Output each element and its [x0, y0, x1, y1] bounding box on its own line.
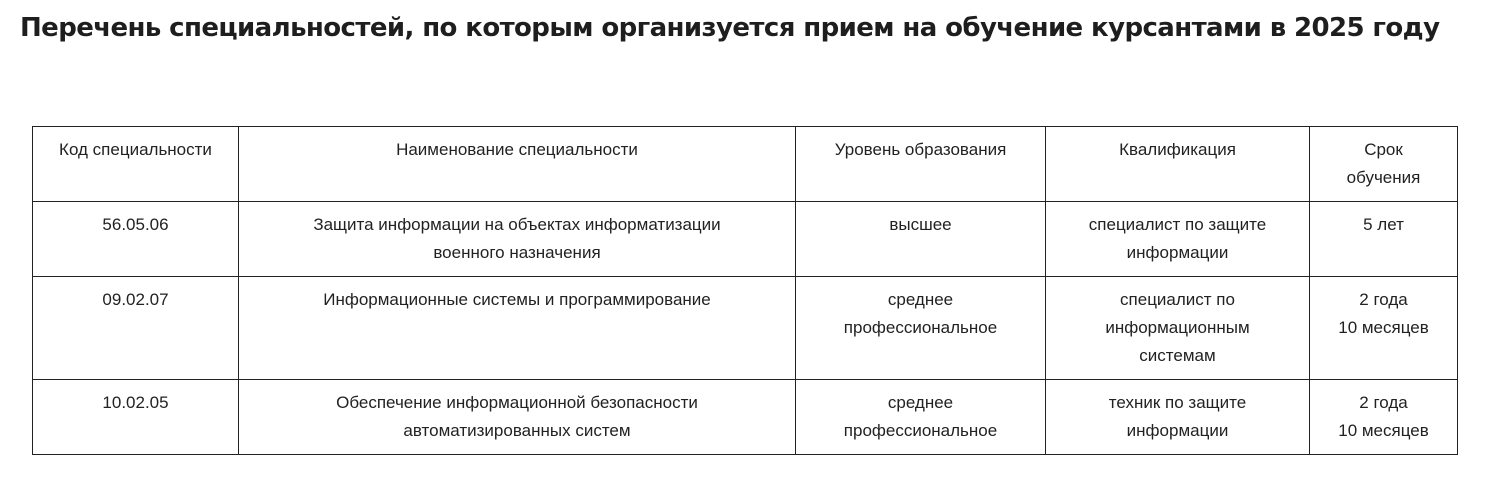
cell-duration	[1310, 202, 1458, 277]
cell-qualification-line: специалист по	[1120, 290, 1235, 309]
cell-qualification	[1046, 380, 1310, 455]
table-row	[33, 277, 1458, 380]
table-row	[33, 380, 1458, 455]
header-code: Код специальности	[33, 127, 239, 202]
cell-qualification-line: информационным	[1105, 318, 1250, 337]
cell-level	[796, 202, 1046, 277]
cell-duration	[1310, 277, 1458, 380]
cell-name	[239, 380, 796, 455]
specialties-table	[32, 126, 1458, 455]
cell-qualification-line: информации	[1126, 421, 1229, 440]
cell-level-line: среднее	[887, 290, 954, 309]
cell-name	[239, 277, 796, 380]
cell-duration-line: 5 лет	[1363, 215, 1404, 234]
cell-qualification-line: информации	[1126, 243, 1229, 262]
cell-level-line: среднее	[887, 393, 954, 412]
cell-duration-line: 10 месяцев	[1338, 421, 1429, 440]
cell-duration-line: 2 года	[1359, 290, 1408, 309]
cell-name-line: Информационные системы и программирование	[323, 290, 711, 309]
cell-qualification-line: системам	[1139, 346, 1216, 365]
cell-name-line: Защита информации на объектах информатизации	[313, 215, 721, 234]
cell-level-line: профессиональное	[843, 421, 998, 440]
header-name: Наименование специальности	[239, 127, 796, 202]
cell-duration-line: 10 месяцев	[1338, 318, 1429, 337]
header-level: Уровень образования	[796, 127, 1046, 202]
cell-level	[796, 277, 1046, 380]
cell-qualification-line: техник по защите	[1108, 393, 1247, 412]
cell-code: 10.02.05	[33, 380, 239, 455]
table-header-row	[33, 127, 1458, 202]
cell-level	[796, 380, 1046, 455]
cell-name	[239, 202, 796, 277]
cell-level-line: высшее	[889, 215, 952, 234]
cell-name-line: Обеспечение информационной безопасности	[336, 393, 698, 412]
table-row	[33, 202, 1458, 277]
cell-code: 56.05.06	[33, 202, 239, 277]
page-title: Перечень специальностей, по которым организуется прием на обучение курсантами в 2025 году	[20, 13, 1440, 43]
cell-duration-line: 2 года	[1359, 393, 1408, 412]
cell-level-line: профессиональное	[843, 318, 998, 337]
header-qualification: Квалификация	[1046, 127, 1310, 202]
cell-qualification	[1046, 202, 1310, 277]
cell-duration	[1310, 380, 1458, 455]
header-duration-line-1: Срок обучения	[1346, 140, 1421, 187]
cell-name-line: автоматизированных систем	[403, 421, 631, 440]
cell-code: 09.02.07	[33, 277, 239, 380]
cell-name-line: военного назначения	[433, 243, 601, 262]
header-duration	[1310, 127, 1458, 202]
cell-qualification	[1046, 277, 1310, 380]
cell-qualification-line: специалист по защите	[1088, 215, 1267, 234]
